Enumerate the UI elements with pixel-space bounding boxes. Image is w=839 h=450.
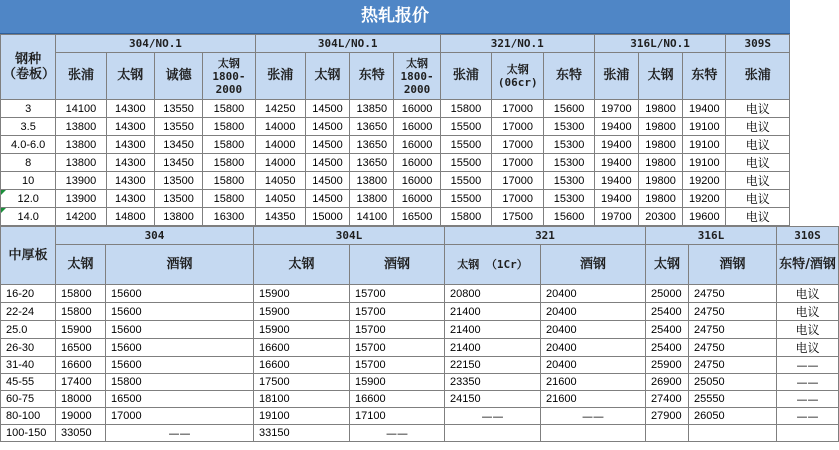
price-cell: 19100 <box>254 408 350 425</box>
price-cell: 20800 <box>445 285 541 303</box>
price-cell: 17000 <box>492 190 544 208</box>
price-cell: 17000 <box>106 408 254 425</box>
price-cell: 15800 <box>203 154 255 172</box>
price-cell: 14300 <box>106 154 154 172</box>
price-cell: 15300 <box>544 118 594 136</box>
row-label: 22-24 <box>1 303 56 321</box>
price-cell: 19800 <box>638 154 682 172</box>
page-title: 热轧报价 <box>0 0 790 34</box>
plate-subheader: 酒钢 <box>689 245 777 285</box>
price-cell: 13500 <box>154 172 202 190</box>
coil-price-table <box>0 34 790 226</box>
plate-subheader: 酒钢 <box>541 245 646 285</box>
coil-subheader: 东特 <box>683 53 726 100</box>
price-cell: 15800 <box>203 100 255 118</box>
price-cell: 15600 <box>544 208 594 226</box>
table-row <box>1 357 839 374</box>
row-label: 80-100 <box>1 408 56 425</box>
coil-subheader: 东特 <box>544 53 594 100</box>
plate-subheader: 太钢 （1Cr） <box>445 245 541 285</box>
price-cell: 17500 <box>492 208 544 226</box>
price-cell: —— <box>541 408 646 425</box>
coil-side-label: 钢种（卷板） <box>1 35 56 100</box>
coil-group-321: 321/NO.1 <box>440 35 594 53</box>
plate-subheader: 酒钢 <box>106 245 254 285</box>
price-cell: 25000 <box>646 285 689 303</box>
price-cell: 电议 <box>777 339 839 357</box>
price-cell: 16500 <box>56 339 106 357</box>
price-cell: 13450 <box>154 136 202 154</box>
table-row <box>1 374 839 391</box>
price-cell: 16000 <box>394 136 440 154</box>
price-cell: 16000 <box>394 154 440 172</box>
plate-group-304l: 304L <box>254 227 445 245</box>
row-label: 3 <box>1 100 56 118</box>
price-cell: 20400 <box>541 357 646 374</box>
row-label: 45-55 <box>1 374 56 391</box>
price-cell: 27900 <box>646 408 689 425</box>
price-cell: 19400 <box>594 154 638 172</box>
price-cell: 15500 <box>440 136 491 154</box>
price-cell: 16000 <box>394 100 440 118</box>
price-cell: 16600 <box>254 357 350 374</box>
price-cell: 21400 <box>445 303 541 321</box>
coil-subheader: 张浦 <box>440 53 491 100</box>
price-cell: 19400 <box>594 136 638 154</box>
price-cell: —— <box>777 408 839 425</box>
price-cell: 13800 <box>350 172 394 190</box>
price-cell: 19400 <box>594 172 638 190</box>
price-cell <box>689 425 777 442</box>
price-cell: 15800 <box>203 118 255 136</box>
price-cell: 20400 <box>541 339 646 357</box>
price-cell: 13900 <box>56 172 106 190</box>
price-cell: 15800 <box>440 208 491 226</box>
table-row <box>1 303 839 321</box>
price-cell: 17000 <box>492 100 544 118</box>
price-cell: 16600 <box>254 339 350 357</box>
price-cell: 24750 <box>689 321 777 339</box>
coil-group-316l: 316L/NO.1 <box>594 35 726 53</box>
price-cell: 15500 <box>440 118 491 136</box>
price-cell: 19800 <box>638 190 682 208</box>
price-cell <box>445 425 541 442</box>
price-cell: 电议 <box>777 303 839 321</box>
price-cell: 15900 <box>254 303 350 321</box>
row-label: 14.0 <box>1 208 56 226</box>
price-cell: 15700 <box>350 357 445 374</box>
price-cell: 16300 <box>203 208 255 226</box>
price-cell: —— <box>777 391 839 408</box>
table-row <box>1 408 839 425</box>
price-cell: 16000 <box>394 190 440 208</box>
price-cell: 14000 <box>255 154 305 172</box>
price-cell: 13900 <box>56 190 106 208</box>
coil-group-309s: 309S <box>726 35 790 53</box>
price-cell: 电议 <box>726 208 790 226</box>
price-cell: 19100 <box>683 118 726 136</box>
price-cell <box>541 425 646 442</box>
price-cell: 13650 <box>350 154 394 172</box>
price-cell: 33150 <box>254 425 350 442</box>
price-cell: 19400 <box>594 118 638 136</box>
coil-group-304: 304/NO.1 <box>56 35 255 53</box>
price-cell: 17500 <box>254 374 350 391</box>
price-cell: 15500 <box>440 154 491 172</box>
price-cell <box>646 425 689 442</box>
price-cell: 14250 <box>255 100 305 118</box>
price-cell: 13500 <box>154 190 202 208</box>
price-cell: 20400 <box>541 321 646 339</box>
price-cell: 27400 <box>646 391 689 408</box>
price-cell: 15700 <box>350 321 445 339</box>
price-cell: 21400 <box>445 339 541 357</box>
plate-subheader-row <box>1 245 839 285</box>
price-cell: 13450 <box>154 154 202 172</box>
price-cell: 17100 <box>350 408 445 425</box>
price-cell: 20300 <box>638 208 682 226</box>
coil-group-header-row <box>1 35 790 53</box>
price-cell: 19800 <box>638 118 682 136</box>
price-cell: 15600 <box>106 357 254 374</box>
coil-subheader: 太钢 1800-2000 <box>394 53 440 100</box>
coil-subheader-row <box>1 53 790 100</box>
price-cell: 21400 <box>445 321 541 339</box>
price-cell: 16500 <box>394 208 440 226</box>
price-cell: 18000 <box>56 391 106 408</box>
price-cell: 17400 <box>56 374 106 391</box>
row-label: 4.0-6.0 <box>1 136 56 154</box>
plate-subheader: 酒钢 <box>350 245 445 285</box>
coil-subheader: 张浦 <box>726 53 790 100</box>
price-cell: 13800 <box>56 154 106 172</box>
price-cell: 电议 <box>726 172 790 190</box>
price-cell: 15600 <box>106 285 254 303</box>
coil-subheader: 太钢 <box>106 53 154 100</box>
price-cell: 16000 <box>394 172 440 190</box>
price-cell: 14200 <box>56 208 106 226</box>
price-cell: 15900 <box>56 321 106 339</box>
price-cell: 13800 <box>56 118 106 136</box>
row-label: 3.5 <box>1 118 56 136</box>
price-cell: 19100 <box>683 136 726 154</box>
price-cell: 26050 <box>689 408 777 425</box>
price-cell: 25550 <box>689 391 777 408</box>
price-cell: 24150 <box>445 391 541 408</box>
price-cell: 15800 <box>106 374 254 391</box>
price-cell: 14050 <box>255 172 305 190</box>
plate-group-310s: 310S <box>777 227 839 245</box>
price-cell: 21600 <box>541 374 646 391</box>
price-cell: 14500 <box>305 100 349 118</box>
plate-side-label: 中厚板 <box>1 227 56 285</box>
price-cell: 25400 <box>646 339 689 357</box>
price-cell: 15500 <box>440 190 491 208</box>
plate-subheader: 东特/酒钢 <box>777 245 839 285</box>
table-row <box>1 136 790 154</box>
price-cell: 17000 <box>492 118 544 136</box>
plate-group-304: 304 <box>56 227 254 245</box>
coil-subheader: 诚德 <box>154 53 202 100</box>
coil-subheader: 太钢 <box>305 53 349 100</box>
price-cell: 15800 <box>203 190 255 208</box>
price-cell: 15500 <box>440 172 491 190</box>
price-cell: —— <box>777 357 839 374</box>
price-cell: 33050 <box>56 425 106 442</box>
row-label: 25.0 <box>1 321 56 339</box>
price-cell: 15700 <box>350 339 445 357</box>
price-cell: 24750 <box>689 303 777 321</box>
coil-subheader: 东特 <box>350 53 394 100</box>
price-cell: 19700 <box>594 100 638 118</box>
plate-group-header-row <box>1 227 839 245</box>
price-cell: 15600 <box>106 339 254 357</box>
price-cell: 15700 <box>350 303 445 321</box>
price-cell: 电议 <box>726 190 790 208</box>
price-cell: 15800 <box>440 100 491 118</box>
price-cell: 14300 <box>106 100 154 118</box>
price-cell: 18100 <box>254 391 350 408</box>
price-cell: —— <box>106 425 254 442</box>
coil-group-304l: 304L/NO.1 <box>255 35 440 53</box>
coil-subheader: 太钢 <box>638 53 682 100</box>
price-cell: 电议 <box>777 321 839 339</box>
coil-subheader: 太钢 (06cr) <box>492 53 544 100</box>
row-label: 16-20 <box>1 285 56 303</box>
price-cell: 14300 <box>106 136 154 154</box>
plate-subheader: 太钢 <box>254 245 350 285</box>
table-row <box>1 190 790 208</box>
price-cell: 19600 <box>683 208 726 226</box>
price-cell: 15600 <box>106 303 254 321</box>
price-cell: 24750 <box>689 339 777 357</box>
price-cell: 15900 <box>254 321 350 339</box>
price-cell: 16000 <box>394 118 440 136</box>
price-cell: 14500 <box>305 190 349 208</box>
price-cell: 17000 <box>492 154 544 172</box>
price-cell: 22150 <box>445 357 541 374</box>
row-label: 8 <box>1 154 56 172</box>
price-cell: 电议 <box>726 154 790 172</box>
coil-subheader: 张浦 <box>255 53 305 100</box>
price-cell: 14500 <box>305 136 349 154</box>
coil-subheader: 太钢 1800-2000 <box>203 53 255 100</box>
price-cell: 26900 <box>646 374 689 391</box>
price-cell: 15800 <box>203 172 255 190</box>
price-cell: 14500 <box>305 118 349 136</box>
plate-price-table <box>0 226 839 442</box>
price-cell: 17000 <box>492 136 544 154</box>
table-row <box>1 118 790 136</box>
row-label: 31-40 <box>1 357 56 374</box>
price-cell: 19400 <box>683 100 726 118</box>
plate-subheader: 太钢 <box>646 245 689 285</box>
price-cell: 19800 <box>638 100 682 118</box>
price-cell: 14500 <box>305 172 349 190</box>
row-label: 100-150 <box>1 425 56 442</box>
price-cell: 19000 <box>56 408 106 425</box>
coil-subheader: 张浦 <box>56 53 106 100</box>
price-cell: 14500 <box>305 154 349 172</box>
price-cell: 电议 <box>726 100 790 118</box>
price-cell: 15600 <box>544 100 594 118</box>
price-cell: 15800 <box>203 136 255 154</box>
coil-table-body <box>1 100 790 226</box>
price-cell: —— <box>445 408 541 425</box>
price-cell: 15700 <box>350 285 445 303</box>
price-cell: 25050 <box>689 374 777 391</box>
table-row <box>1 154 790 172</box>
row-label: 60-75 <box>1 391 56 408</box>
price-cell: 19700 <box>594 208 638 226</box>
price-cell: 15600 <box>106 321 254 339</box>
price-cell: 19200 <box>683 172 726 190</box>
price-cell: 15800 <box>56 285 106 303</box>
row-label: 12.0 <box>1 190 56 208</box>
plate-table-body <box>1 285 839 442</box>
table-row <box>1 425 839 442</box>
plate-group-316l: 316L <box>646 227 777 245</box>
price-cell: 电议 <box>777 285 839 303</box>
price-cell: 13800 <box>350 190 394 208</box>
price-cell: 19800 <box>638 172 682 190</box>
price-cell: 17000 <box>492 172 544 190</box>
price-cell: 21600 <box>541 391 646 408</box>
price-cell: 13650 <box>350 118 394 136</box>
price-cell: 13800 <box>154 208 202 226</box>
price-cell: 14300 <box>106 172 154 190</box>
price-cell: 15800 <box>56 303 106 321</box>
price-cell: 15300 <box>544 172 594 190</box>
table-row <box>1 172 790 190</box>
price-cell: 25400 <box>646 321 689 339</box>
coil-subheader: 张浦 <box>594 53 638 100</box>
table-row <box>1 285 839 303</box>
row-label: 26-30 <box>1 339 56 357</box>
price-cell: 电议 <box>726 136 790 154</box>
price-cell: 15900 <box>254 285 350 303</box>
price-cell: 13650 <box>350 136 394 154</box>
price-cell: 13800 <box>56 136 106 154</box>
price-cell: 14000 <box>255 136 305 154</box>
table-row <box>1 321 839 339</box>
price-cell: 15300 <box>544 136 594 154</box>
price-cell: 14800 <box>106 208 154 226</box>
table-row <box>1 339 839 357</box>
price-cell: 13550 <box>154 118 202 136</box>
price-cell: 13550 <box>154 100 202 118</box>
price-cell: 14100 <box>350 208 394 226</box>
price-cell: 19800 <box>638 136 682 154</box>
price-cell: 15000 <box>305 208 349 226</box>
price-cell: 15300 <box>544 190 594 208</box>
table-row <box>1 391 839 408</box>
price-cell: 25900 <box>646 357 689 374</box>
price-cell: 20400 <box>541 285 646 303</box>
price-cell: 16500 <box>106 391 254 408</box>
price-cell: —— <box>777 374 839 391</box>
price-cell: 14100 <box>56 100 106 118</box>
row-label: 10 <box>1 172 56 190</box>
price-cell <box>777 425 839 442</box>
price-cell: 19400 <box>594 190 638 208</box>
plate-subheader: 太钢 <box>56 245 106 285</box>
price-cell: 23350 <box>445 374 541 391</box>
price-cell: 14300 <box>106 190 154 208</box>
price-cell: 20400 <box>541 303 646 321</box>
price-cell: 19100 <box>683 154 726 172</box>
price-cell: 14000 <box>255 118 305 136</box>
price-cell: 14300 <box>106 118 154 136</box>
price-cell: 19200 <box>683 190 726 208</box>
price-cell: 15900 <box>350 374 445 391</box>
price-cell: 15300 <box>544 154 594 172</box>
price-cell: 16600 <box>350 391 445 408</box>
price-cell: 14350 <box>255 208 305 226</box>
price-cell: 电议 <box>726 118 790 136</box>
price-cell: 25400 <box>646 303 689 321</box>
price-cell: 24750 <box>689 285 777 303</box>
price-cell: 14050 <box>255 190 305 208</box>
plate-group-321: 321 <box>445 227 646 245</box>
price-cell: —— <box>350 425 445 442</box>
table-row <box>1 208 790 226</box>
price-cell: 16600 <box>56 357 106 374</box>
price-cell: 24750 <box>689 357 777 374</box>
table-row <box>1 100 790 118</box>
price-cell: 13850 <box>350 100 394 118</box>
